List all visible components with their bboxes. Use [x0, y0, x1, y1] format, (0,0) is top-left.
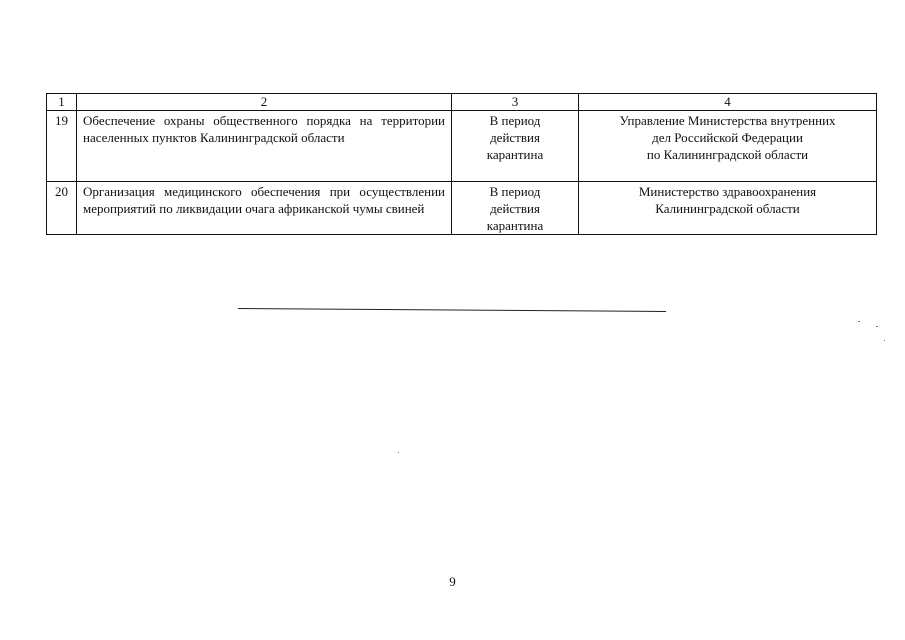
period-line: действия	[490, 130, 540, 145]
measure-period	[452, 182, 579, 235]
header-cell-2: 2	[77, 94, 452, 111]
header-cell-4: 4	[579, 94, 877, 111]
scan-speck	[884, 340, 885, 341]
scan-speck	[858, 321, 860, 322]
row-number: 19	[47, 111, 77, 182]
responsible-line: Министерство здравоохранения	[638, 184, 817, 199]
measure-description: Организация медицинского обеспечения при осуществлении мероприятий по ликвидации очага африканской чумы свиней	[77, 182, 452, 235]
responsible-party	[579, 182, 877, 235]
table-row	[47, 182, 877, 235]
responsible-party	[579, 111, 877, 182]
header-cell-1: 1	[47, 94, 77, 111]
responsible-line: Управление Министерства внутренних	[619, 113, 836, 128]
page-number: 9	[449, 574, 456, 589]
measures-table	[46, 93, 877, 235]
closing-rule	[238, 308, 666, 312]
period-line: В период	[489, 184, 541, 199]
period-line: В период	[489, 113, 541, 128]
measure-period	[452, 111, 579, 182]
period-line: карантина	[486, 218, 544, 233]
row-number: 20	[47, 182, 77, 235]
scan-speck	[398, 452, 399, 453]
table-header-row	[47, 94, 877, 111]
measure-description: Обеспечение охраны общественного порядка на территории населенных пунктов Калининградской области	[77, 111, 452, 182]
responsible-line: по Калининградской области	[646, 147, 809, 162]
responsible-line: Калининградской области	[655, 201, 800, 216]
scan-speck	[876, 326, 878, 327]
table-row	[47, 111, 877, 182]
period-line: карантина	[486, 147, 544, 162]
header-cell-3: 3	[452, 94, 579, 111]
period-line: действия	[490, 201, 540, 216]
responsible-line: дел Российской Федерации	[652, 130, 803, 145]
